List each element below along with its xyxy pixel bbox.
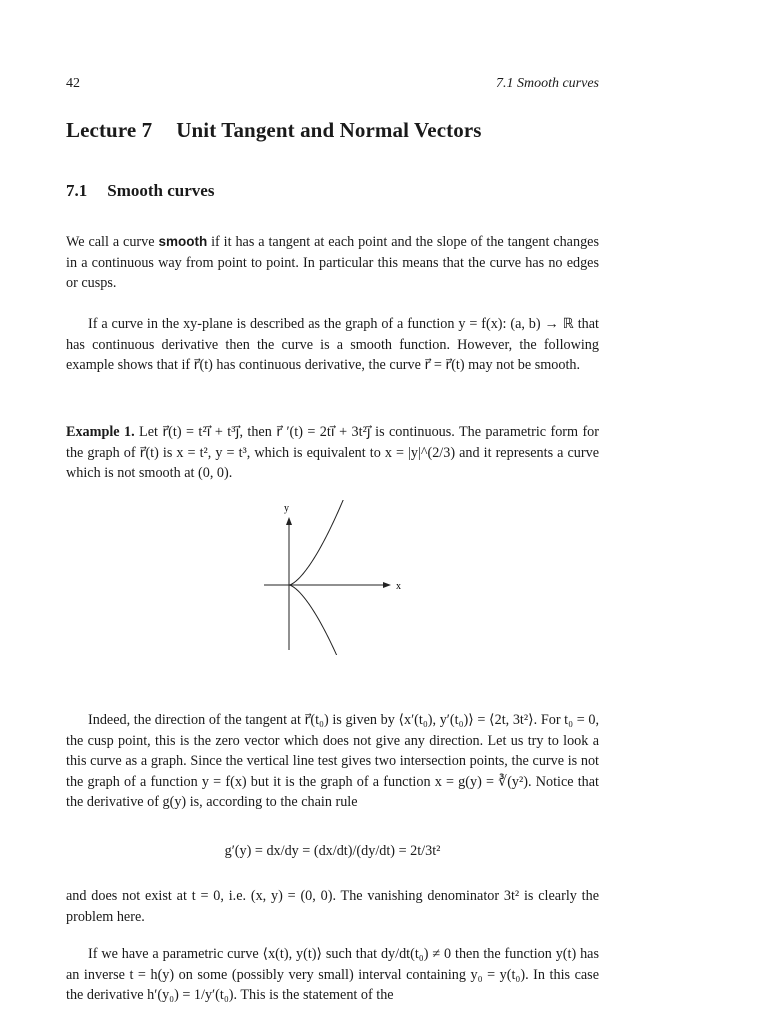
running-title: 7.1 Smooth curves — [495, 76, 599, 91]
lecture-heading — [66, 118, 482, 143]
paragraph-smooth-definition — [66, 232, 599, 294]
lecture-label: Lecture 7 — [66, 118, 153, 142]
paragraph-tangent-direction: Indeed, the direction of the tangent at r⃗(t₀) is given by ⟨x′(t₀), y′(t₀)⟩ = ⟨2t, 3t²⟩. For t₀ = 0, the cusp point, this is the zero vector which does not give any direction. Let us try to look a this curve as a graph. Since the vertical line test gives two intersection points, the curve is not the graph of a function y = f(x) but it is the graph of a function x = g(y) = ∛(y²). Notice that the derivative of g(y) is, according to the chain rule — [66, 712, 599, 810]
page-number: 42 — [66, 76, 80, 91]
curve-lower-branch — [289, 585, 345, 655]
curve-upper-branch — [289, 500, 345, 585]
lecture-title: Unit Tangent and Normal Vectors — [176, 118, 482, 142]
paragraph-graph-of-function: If a curve in the xy-plane is described as the graph of a function y = f(x): (a, b) → ℝ that has continuous derivative then the curve is a smooth function. However, the following example shows that if r⃗(t) has continuous derivative, the curve r⃗ = r⃗(t) may not be smooth. — [66, 316, 599, 373]
equation-chain-rule: g′(y) = dx/dy = (dx/dt)/(dy/dt) = 2t/3t² — [224, 843, 441, 859]
x-axis-arrow-icon — [383, 582, 391, 588]
paragraph-inverse-function: If we have a parametric curve ⟨x(t), y(t)⟩ such that dy/dt(t₀) ≠ 0 then the function y(t) has an inverse t = h(y) on some (possibly very small) interval containing y₀ = y(t₀). In this case the derivative h′(y₀) = 1/y′(t₀). This is the statement of the — [66, 946, 599, 1003]
example-text: Let r⃗(t) = t²i⃗ + t³j⃗, then r⃗ ′(t) = 2ti⃗ + 3t²j⃗ is continuous. The parametric form for the graph of r⃗(t) is x = t², y = t³, which is equivalent to x = |y|^(2/3) and it represents a curve which is not smooth at (0, 0). — [66, 424, 599, 481]
example-label: Example 1. — [66, 424, 135, 440]
y-axis-arrow-icon — [286, 517, 292, 525]
paragraph-text: We call a curve — [66, 234, 159, 250]
x-axis-label: x — [396, 581, 401, 592]
section-number: 7.1 — [66, 181, 88, 200]
example-1 — [66, 422, 599, 484]
paragraph-text: if it has a tangent at each point and the slope of the tangent changes in a continuous way from point to point. In particular this means that the curve has no edges or cusps. — [66, 234, 599, 291]
term-smooth: smooth — [158, 234, 208, 249]
y-axis-label: y — [284, 503, 289, 514]
section-title: Smooth curves — [107, 181, 215, 200]
cusp-figure — [256, 500, 406, 655]
paragraph-vanishing-denominator: and does not exist at t = 0, i.e. (x, y) = (0, 0). The vanishing denominator 3t² is clearly the problem here. — [66, 888, 599, 925]
section-heading — [66, 181, 214, 201]
